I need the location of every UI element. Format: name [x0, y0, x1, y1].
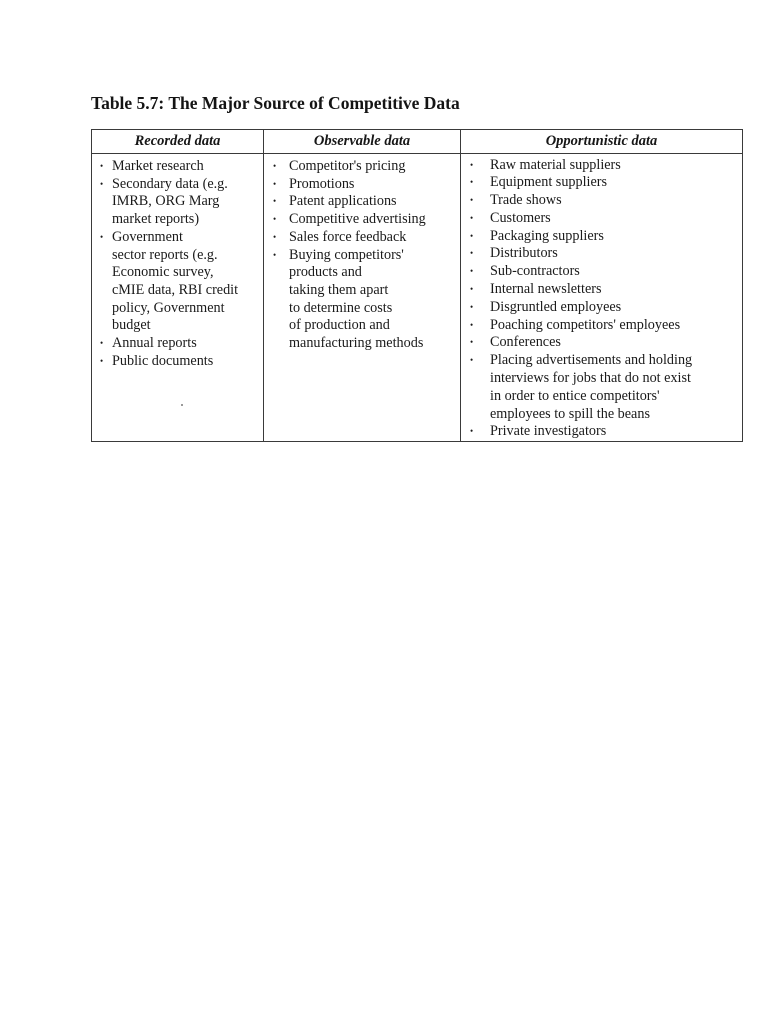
- list-item: • Competitor's pricing: [264, 158, 460, 176]
- table-title: Table 5.7: The Major Source of Competitive Data: [91, 93, 460, 113]
- recorded-data-list: [92, 158, 263, 370]
- list-item: • Conferences: [461, 334, 742, 352]
- list-item: • Annual reports: [92, 335, 263, 353]
- list-item: • Sub-contractors: [461, 263, 742, 281]
- list-item: • Raw material suppliers: [461, 157, 742, 175]
- list-item: • Private investigators: [461, 423, 742, 441]
- header-observable-data: Observable data: [264, 130, 461, 154]
- list-item: • Packaging suppliers: [461, 228, 742, 246]
- observable-data-list: [264, 158, 460, 353]
- recorded-data-cell: [92, 154, 264, 442]
- body-row: [92, 154, 743, 442]
- scan-speck: [181, 404, 183, 406]
- list-item: • Market research: [92, 158, 263, 176]
- list-item: • Distributors: [461, 245, 742, 263]
- opportunistic-data-list: [461, 157, 742, 442]
- list-item: • Patent applications: [264, 193, 460, 211]
- list-item: • Equipment suppliers: [461, 174, 742, 192]
- competitive-data-table: [91, 129, 743, 442]
- observable-data-cell: [264, 154, 461, 442]
- list-item: • Trade shows: [461, 192, 742, 210]
- opportunistic-data-cell: [461, 154, 743, 442]
- list-item: • Public documents: [92, 353, 263, 371]
- header-row: [92, 130, 743, 154]
- list-item: • Buying competitors' products and taking them apart to determine costs of production and manufacturing methods: [264, 247, 460, 353]
- list-item: • Government sector reports (e.g. Economic survey, cMIE data, RBI credit policy, Government budget: [92, 229, 263, 335]
- list-item: • Poaching competitors' employees: [461, 317, 742, 335]
- header-opportunistic-data: Opportunistic data: [461, 130, 743, 154]
- list-item: • Secondary data (e.g. IMRB, ORG Marg market reports): [92, 176, 263, 229]
- list-item: • Placing advertisements and holding interviews for jobs that do not exist in order to entice competitors' employees to spill the beans: [461, 352, 742, 423]
- list-item: • Customers: [461, 210, 742, 228]
- list-item: • Disgruntled employees: [461, 299, 742, 317]
- list-item: • Internal newsletters: [461, 281, 742, 299]
- header-recorded-data: Recorded data: [92, 130, 264, 154]
- list-item: • Promotions: [264, 176, 460, 194]
- list-item: • Competitive advertising: [264, 211, 460, 229]
- list-item: • Sales force feedback: [264, 229, 460, 247]
